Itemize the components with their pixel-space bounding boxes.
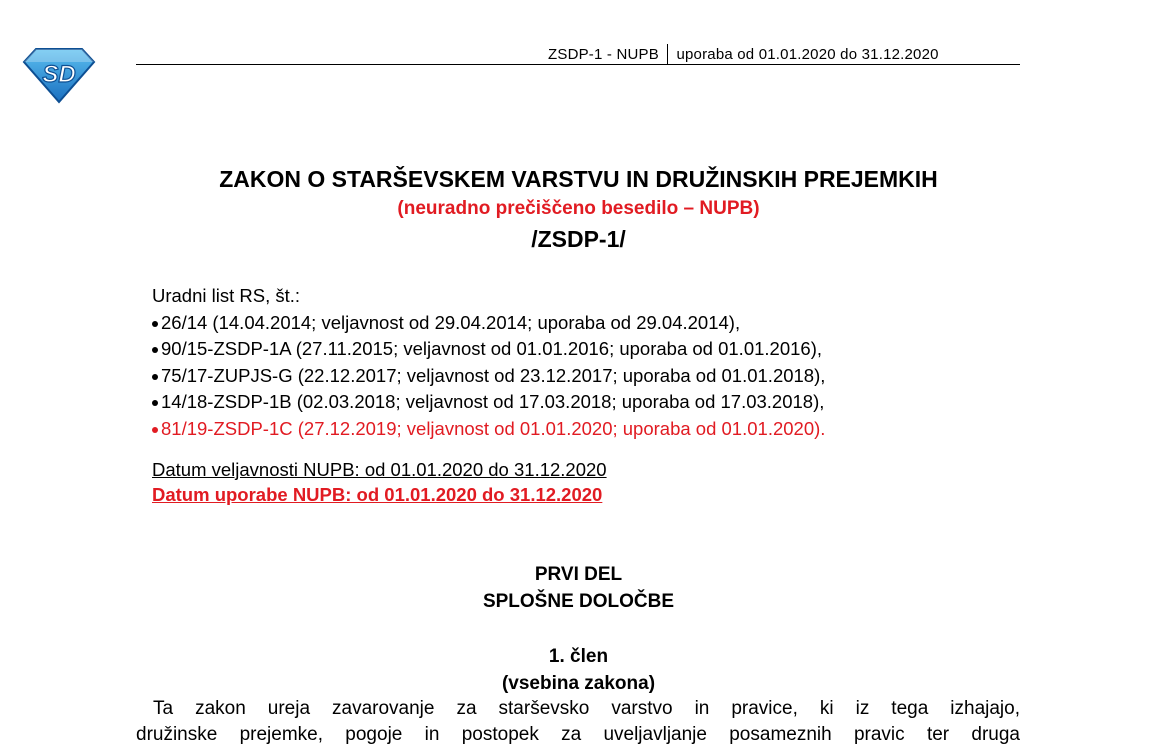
document-title: ZAKON O STARŠEVSKEM VARSTVU IN DRUŽINSKIH PREJEMKIH [219, 166, 938, 192]
bullet-icon [152, 347, 158, 353]
bullet-icon [152, 321, 158, 327]
usage-date: Datum uporabe NUPB: od 01.01.2020 do 31.12.2020 [152, 484, 603, 505]
part-number: PRVI DEL [534, 564, 623, 585]
document-subtitle: (neuradno prečiščeno besedilo – NUPB) [397, 198, 760, 219]
part-heading [0, 561, 1157, 615]
header-rule [136, 64, 1020, 65]
article-number: 1. člen [548, 646, 609, 667]
header-separator [667, 44, 669, 64]
gazette-list [152, 283, 825, 442]
gazette-item [152, 310, 825, 337]
bullet-icon [152, 427, 158, 433]
gazette-heading: Uradni list RS, št.: [152, 285, 301, 306]
bullet-icon [152, 400, 158, 406]
svg-text:SD: SD [42, 61, 76, 88]
article-line: Ta zakon ureja zavarovanje za starševsko varstvo in pravice, ki iz tega izhajajo, [153, 698, 1020, 719]
gazette-item [152, 389, 825, 416]
gazette-item-text: 75/17-ZUPJS-G (22.12.2017; veljavnost od 23.12.2017; uporaba od 01.01.2018), [161, 364, 826, 386]
gazette-item-text: 14/18-ZSDP-1B (02.03.2018; veljavnost od 17.03.2018; uporaba od 17.03.2018), [161, 391, 825, 412]
validity-date: Datum veljavnosti NUPB: od 01.01.2020 do 31.12.2020 [152, 459, 607, 480]
article-title: (vsebina zakona) [501, 673, 656, 694]
bullet-icon [152, 374, 158, 380]
header-usage: uporaba od 01.01.2020 do 31.12.2020 [676, 46, 939, 63]
article-line: družinske prejemke, pogoje in postopek za uveljavljanje posameznih pravic ter druga [136, 724, 1020, 745]
gazette-item [152, 336, 825, 363]
gazette-item-text: 81/19-ZSDP-1C (27.12.2019; veljavnost od 01.01.2020; uporaba od 01.01.2020). [161, 417, 826, 439]
part-title: SPLOŠNE DOLOČBE [482, 591, 675, 612]
running-header [548, 44, 939, 64]
nupb-dates [152, 457, 607, 507]
document-code: /ZSDP-1/ [531, 226, 626, 252]
sd-logo [22, 46, 96, 104]
gazette-item [152, 363, 825, 390]
gazette-item-latest [152, 416, 825, 443]
gazette-item-text: 90/15-ZSDP-1A (27.11.2015; veljavnost od 01.01.2016; uporaba od 01.01.2016), [161, 338, 822, 359]
gazette-item-text: 26/14 (14.04.2014; veljavnost od 29.04.2014; uporaba od 29.04.2014), [161, 311, 741, 333]
article-body [136, 696, 1020, 748]
article-heading [0, 643, 1157, 697]
header-code: ZSDP-1 - NUPB [548, 46, 659, 63]
